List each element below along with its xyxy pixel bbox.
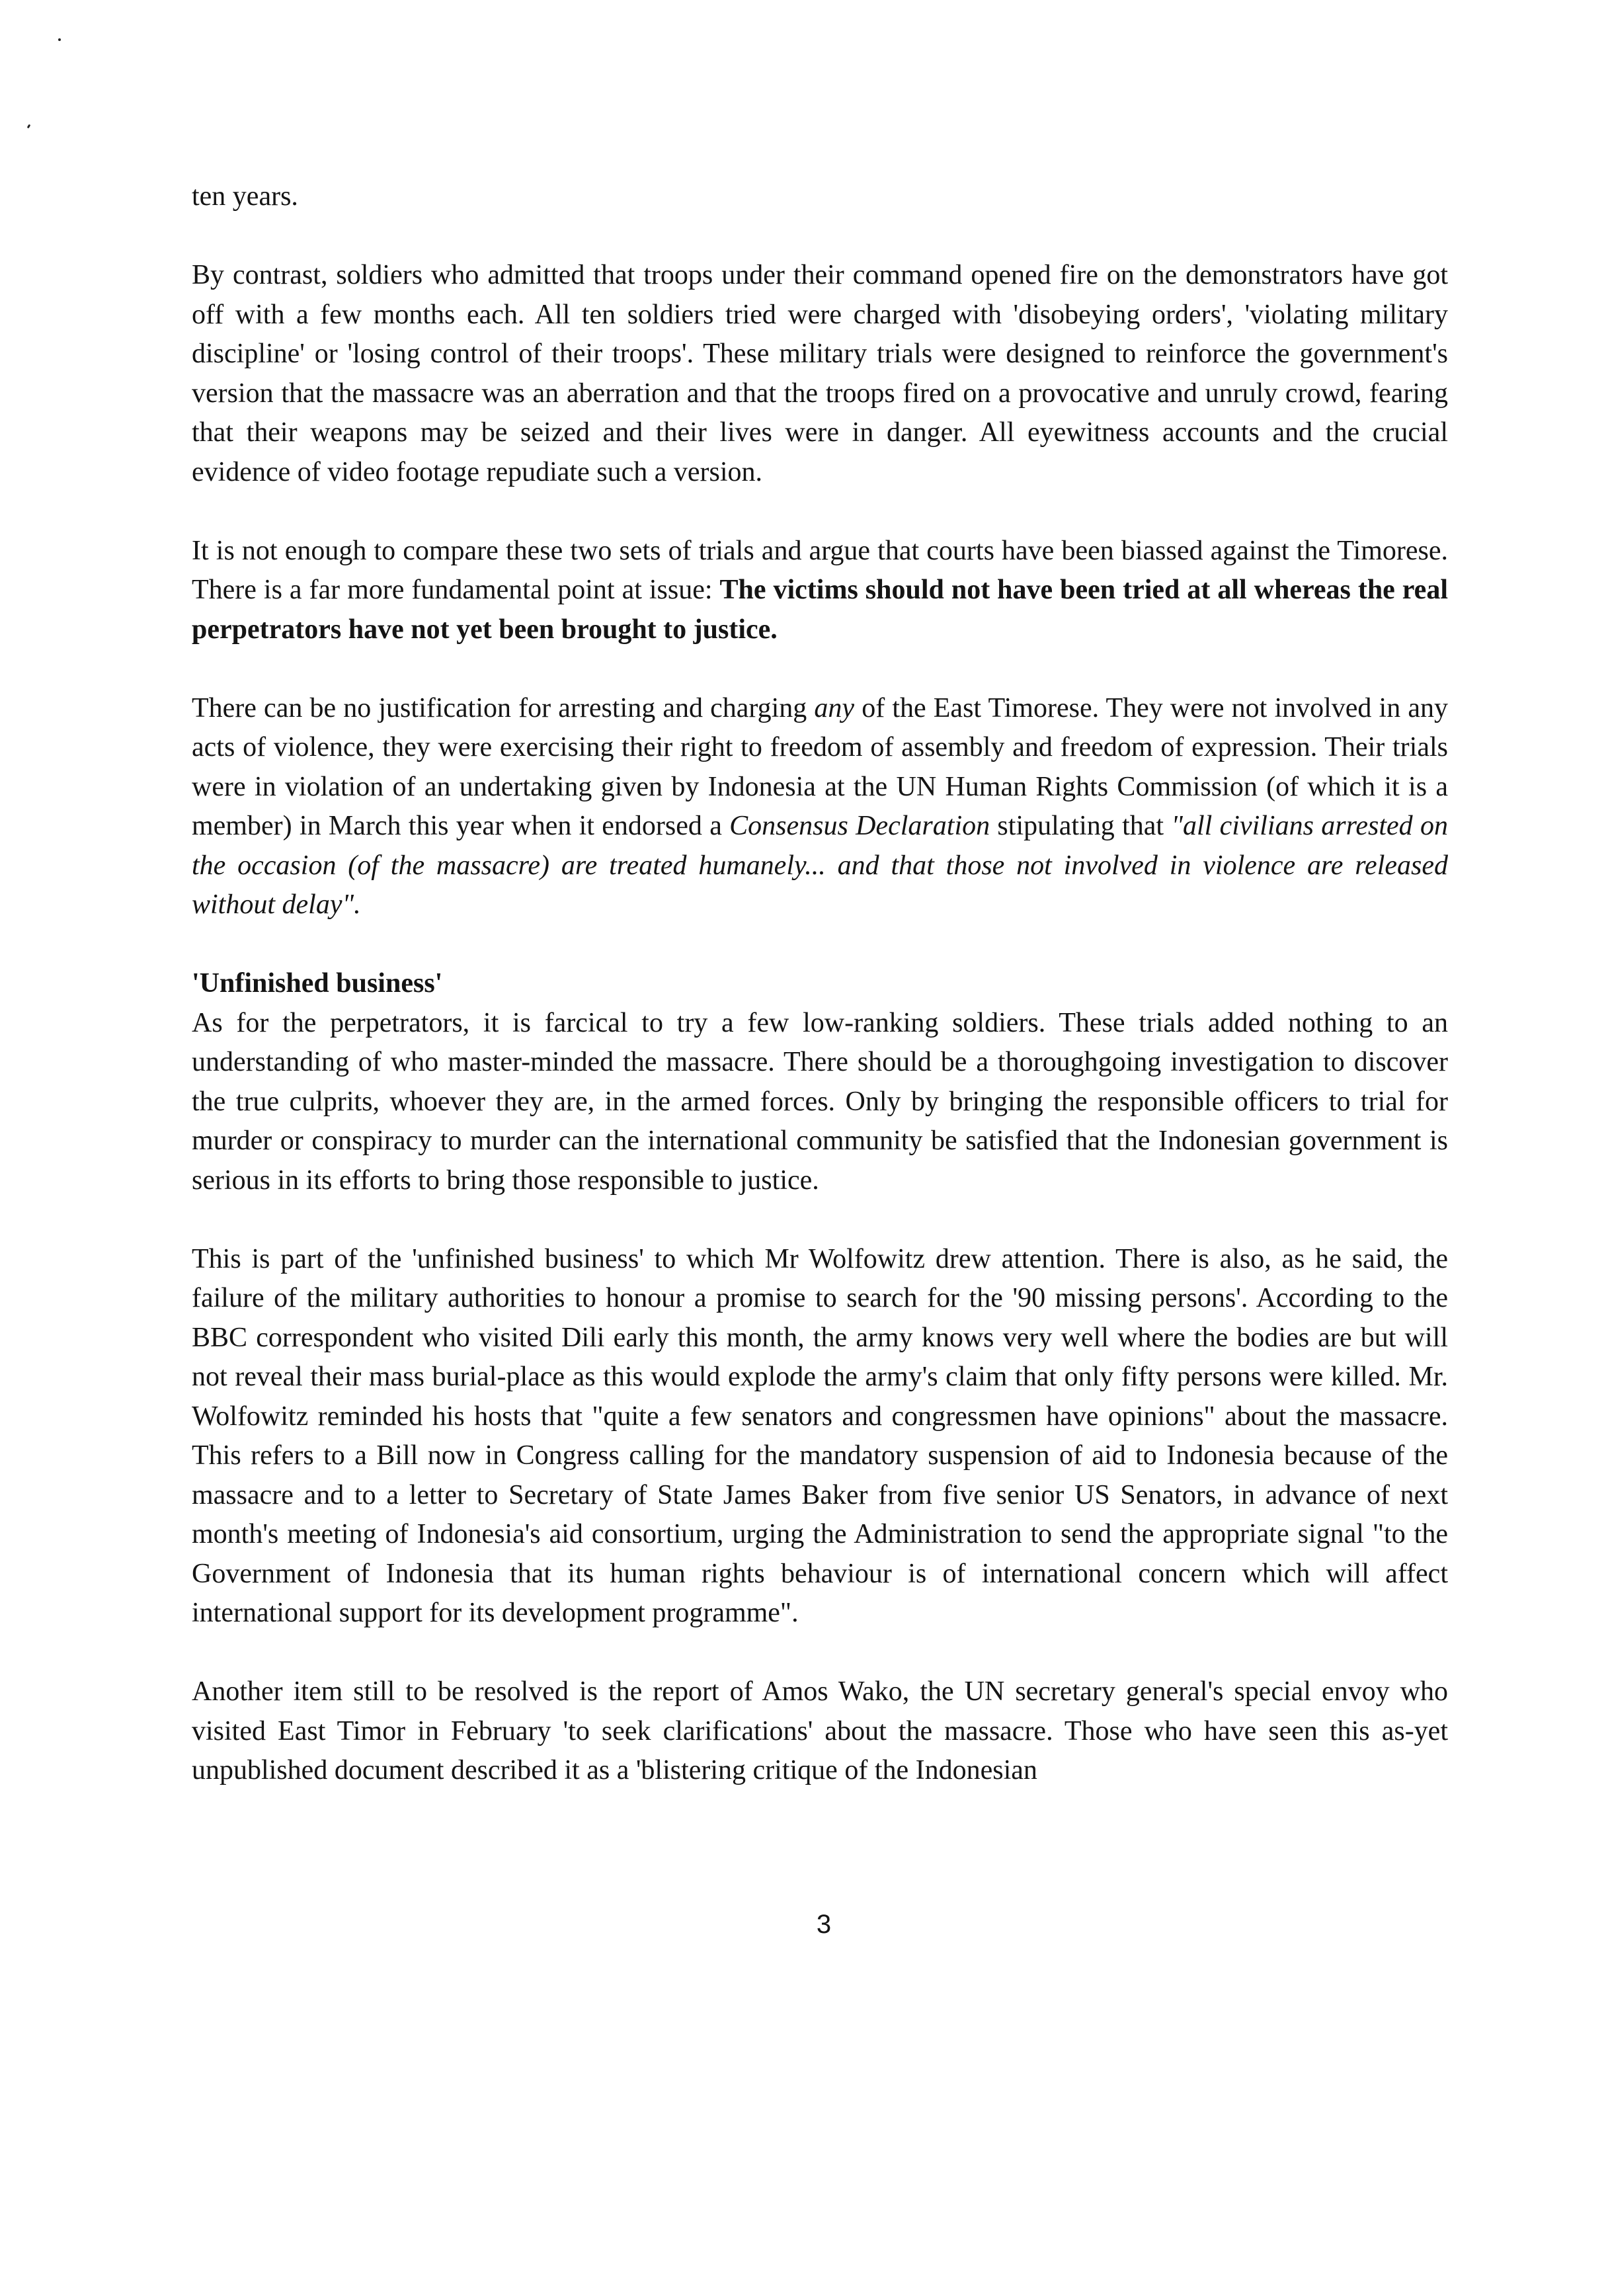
scan-speck xyxy=(58,38,61,41)
bold-statement: The victims should not have been tried at all whereas the real perpetrators have not yet been brought to justice. xyxy=(192,575,1448,645)
paragraph-military-trials: By contrast, soldiers who admitted that troops under their command opened fire on the demonstrators have got off with a few months each. All ten soldiers tried were charged with 'disobeying orders', 'violating military discipline' or 'losing control of their troops'. These military trials were designed to reinforce the government's version that the massacre was an aberration and that the troops fired on a provocative and unruly crowd, fearing that their weapons may be seized and their lives were in danger. All eyewitness accounts and the crucial evidence of video footage repudiate such a version. xyxy=(192,260,1448,487)
document-body xyxy=(192,177,1448,1791)
emphasis-consensus-declaration: Consensus Declaration xyxy=(729,811,990,841)
paragraph-text: stipulating that xyxy=(990,811,1172,841)
paragraph-no-justification xyxy=(192,689,1448,925)
scan-speck xyxy=(27,124,31,129)
paragraph-unfinished-business: This is part of the 'unfinished business' to which Mr Wolfowitz drew attention. There is also, as he said, the failure of the military authorities to honour a promise to search for the '90 missing persons'. According to the BBC correspondent who visited Dili early this month, the army knows very well where the bodies are but will not reveal their mass burial-place as this would explode the army's claim that only fifty persons were killed. Mr. Wolfowitz reminded his hosts that "quite a few senators and congressmen have opinions" about the massacre. This refers to a Bill now in Congress calling for the mandatory suspension of aid to Indonesia because of the massacre and to a letter to Secretary of State James Baker from five senior US Senators, in advance of next month's meeting of Indonesia's aid consortium, urging the Administration to send the appropriate signal "to the Government of Indonesia that its human rights behaviour is of international concern which will affect international support for its development programme". xyxy=(192,1243,1448,1628)
section-heading: 'Unfinished business' xyxy=(192,968,443,999)
paragraph-text: of the East Timorese. They were not involved in any acts of violence, they were exercising their right to freedom of assembly and freedom of expression. Their trials were in violation of an undertaking given by Indonesia at the UN Human Rights Commission (of which it is a member) in March this year when it endorsed a xyxy=(192,692,1448,841)
paragraph-compare-trials xyxy=(192,532,1448,650)
paragraph-wako-report: Another item still to be resolved is the report of Amos Wako, the UN secretary general's special envoy who visited East Timor in February 'to seek clarifications' about the massacre. Those who have seen this as-yet unpublished document described it as a 'blistering critique of the Indonesian xyxy=(192,1676,1448,1785)
paragraph-text: There can be no justification for arresting and charging xyxy=(192,692,815,723)
emphasis-quotation: "all civilians arrested on the occasion (of the massacre) are treated humanely... and that those not involved in violence are released without delay". xyxy=(192,811,1448,920)
emphasis-any: any xyxy=(814,692,855,723)
paragraph-text: It is not enough to compare these two sets of trials and argue that courts have been biassed against the Timorese. There is a far more fundamental point at issue: xyxy=(192,535,1448,605)
page-number: 3 xyxy=(816,1910,832,1939)
paragraph-perpetrators: As for the perpetrators, it is farcical to try a few low-ranking soldiers. These trials added nothing to an understanding of who master-minded the massacre. There should be a thoroughgoing investigation to discover the true culprits, whoever they are, in the armed forces. Only by bringing the responsible officers to trial for murder or conspiracy to murder can the international community be satisfied that the Indonesian government is serious in its efforts to bring those responsible to justice. xyxy=(192,1007,1448,1196)
continuation-line: ten years. xyxy=(192,181,298,212)
